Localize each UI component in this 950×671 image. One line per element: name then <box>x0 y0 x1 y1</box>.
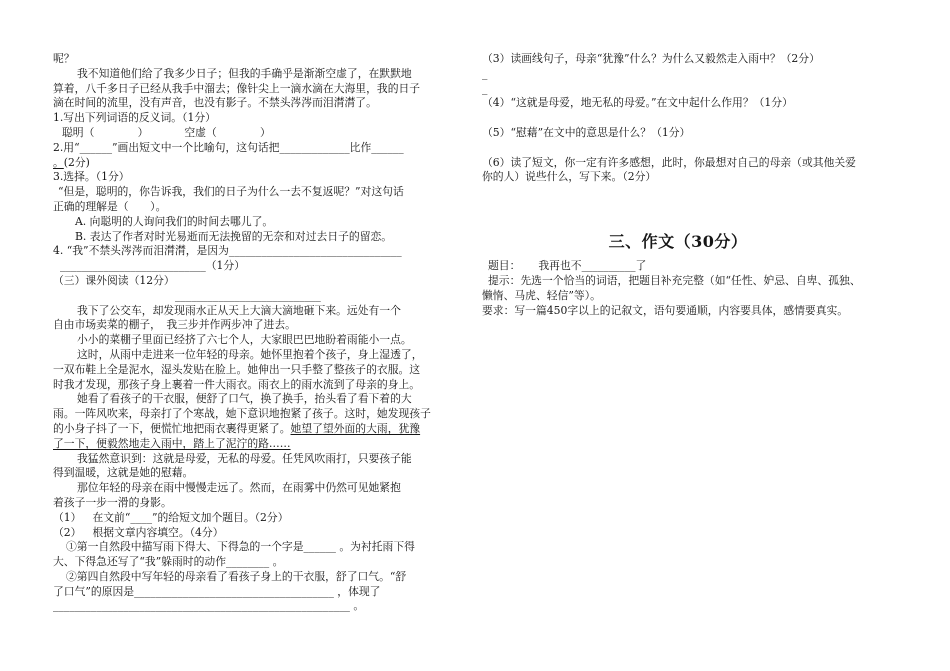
composition-requirement: 要求：写一篇450字以上的记叙文，语句要通顺，内容要具体，感情要真实。 <box>482 304 849 318</box>
passage-line: 我猛然意识到：这就是母爱，无私的母爱。任凭风吹雨打，只要孩子能 <box>77 451 412 465</box>
question-3-stem: “但是，聪明的，你告诉我，我们的日子为什么一去不复返呢？”对这句话 <box>58 185 404 199</box>
left-column <box>53 52 433 614</box>
passage-line: 一双布鞋上全是泥水，湿头发贴在脸上。她伸出一只手整了整孩子的衣服。这 <box>53 362 421 376</box>
sub-question-2-item-1: ①第一自然段中描写雨下得大、下得急的一个字是______ 。为衬托雨下得 <box>66 540 415 554</box>
answer-blank: _ <box>482 66 488 80</box>
passage-title-blank: ___________________________ <box>175 288 321 302</box>
spacer <box>482 141 874 156</box>
composition-title-line <box>482 258 874 273</box>
sub-question-1 <box>53 511 433 526</box>
sub-question-2 <box>53 526 433 541</box>
question-3-stem: 正确的理解是（ ）。 <box>53 199 167 213</box>
passage-line: 雨。一阵风吹来，母亲打了个寒战，她下意识地抱紧了孩子。这时，她发现孩子 <box>53 407 431 421</box>
question-3-prompt: 3.选择。（1分） <box>53 170 130 184</box>
passage-line: 得到温暖，这就是她的慰藉。 <box>53 466 194 480</box>
sub-question-text: 在文前“____”的给短文加个题目。（2分） <box>92 510 289 524</box>
passage-line: 这时，从雨中走进来一位年轻的母亲。她怀里抱着个孩子，身上湿透了， <box>77 347 423 361</box>
sub-question-6: （6）读了短文，你一定有许多感想，此时，你最想对自己的母亲（或其他关爱 <box>482 155 856 169</box>
composition-title-label: 题目： <box>488 258 521 272</box>
question-2-score-line <box>53 156 433 171</box>
reading-1-line: 滴在时间的流里，没有声音，也没有影子。不禁头涔涔而泪潸潸了。 <box>53 96 377 110</box>
passage-line: 她看了看孩子的干衣服，便舒了口气，换了换手，抬头看了看下着的大 <box>77 392 412 406</box>
antonym-blank-kong-xu: 空虚（ ） <box>184 125 271 139</box>
spacer <box>482 111 874 126</box>
question-1-prompt: 1.写出下列词语的反义词。（1分） <box>53 111 216 125</box>
sub-question-3: （3）读画线句子，母亲“犹豫”什么？为什么又毅然走入雨中？（2分） <box>482 52 820 65</box>
sub-question-number: （1） <box>53 510 82 524</box>
reading-1-line: 我不知道他们给了我多少日子；但我的手确乎是渐渐空虚了，在默默地 <box>77 66 412 80</box>
sub-question-text: 根据文章内容填空。（4分） <box>92 525 224 539</box>
sub-question-2-item-2: ②第四自然段中写年轻的母亲看了看孩子身上的干衣服，舒了口气。“舒 <box>66 569 407 583</box>
question-2-line: 2.用“______”画出短文中一个比喻句，这句话把_____________比作______ <box>53 140 404 154</box>
answer-blank: _ <box>482 81 488 95</box>
composition-hint: 提示：先选一个恰当的词语，把题目补充完整（如“任性、妒忌、自卑、孤独、 <box>488 273 861 287</box>
question-3-option-b: B. 表达了作者对时光易逝而无法挽留的无奈和对过去日子的留恋。 <box>75 229 393 243</box>
composition-heading: 三、作文（30分） <box>608 231 748 251</box>
passage-line: 小小的菜棚子里面已经挤了六七个人，大家眼巴巴地盼着雨能小一点。 <box>77 333 412 347</box>
passage-line: 时我才发现，那孩子身上裹着一件大雨衣。雨衣上的雨水流到了母亲的身上。 <box>53 377 421 391</box>
question-1-words <box>53 126 433 141</box>
sub-question-5: （5）“慰藉”在文中的意思是什么？（1分） <box>482 125 691 139</box>
underlined-sentence: 她望了望外面的大雨，犹豫 <box>290 421 421 435</box>
passage-line: 自由市场卖菜的棚子， 我三步并作两步冲了进去。 <box>53 318 296 332</box>
underlined-sentence: 了一下，便毅然地走入雨中，踏上了泥泞的路…… <box>53 436 291 450</box>
question-3-option-a: A. 向聪明的人询问我们的时间去哪儿了。 <box>75 214 274 228</box>
sub-question-2-item-2: 了口气”的原因是_____________________________________ ，体现了 <box>53 584 381 598</box>
passage-line: 我下了公交车，却发现雨水正从天上大滴大滴地砸下来。远处有一个 <box>77 303 401 317</box>
composition-title-text: 我再也不__________了 <box>538 258 647 272</box>
composition-hint: 懒惰、马虎、轻信”等）。 <box>482 288 601 302</box>
sub-question-number: （2） <box>53 525 82 539</box>
right-column <box>482 52 874 318</box>
sub-question-2-item-1: 大、下得急还写了“我”躲雨时的动作________ 。 <box>53 555 284 569</box>
question-2-blank-end: 。 <box>53 155 64 169</box>
passage-line: 着孩子一步一滑的身影。 <box>53 495 172 509</box>
extra-reading-heading: （三）课外阅读（12分） <box>53 273 175 287</box>
passage-text: 的小身子抖了一下，便慌忙地把雨衣裹得更紧了。 <box>53 421 291 435</box>
passage-line <box>53 437 433 452</box>
passage-line <box>53 422 433 437</box>
question-4-line: ___________________________（1分） <box>60 259 246 273</box>
sub-question-6: 你的人）说些什么，写下来。（2分） <box>482 170 657 184</box>
question-4-line: 4. “我”不禁头涔涔而泪潸潸，是因为________________________________ <box>53 244 402 258</box>
passage-line: 那位年轻的母亲在雨中慢慢走远了。然而，在雨雾中仍然可见她紧抱 <box>77 481 401 495</box>
antonym-blank-cong-ming: 聪明（ ） <box>62 125 149 139</box>
reading-1-line: 算着，八千多日子已经从我手中溜去；像针尖上一滴水滴在大海里，我的日子 <box>53 81 421 95</box>
question-2-score: (2分) <box>63 155 90 169</box>
sub-question-4: （4）“这就是母爱，地无私的母爱。”在文中起什么作用？（1分） <box>482 96 793 110</box>
reading-1-tail: 呢？ <box>53 52 75 65</box>
sub-question-2-item-2: _______________________________________________________ 。 <box>53 599 365 613</box>
